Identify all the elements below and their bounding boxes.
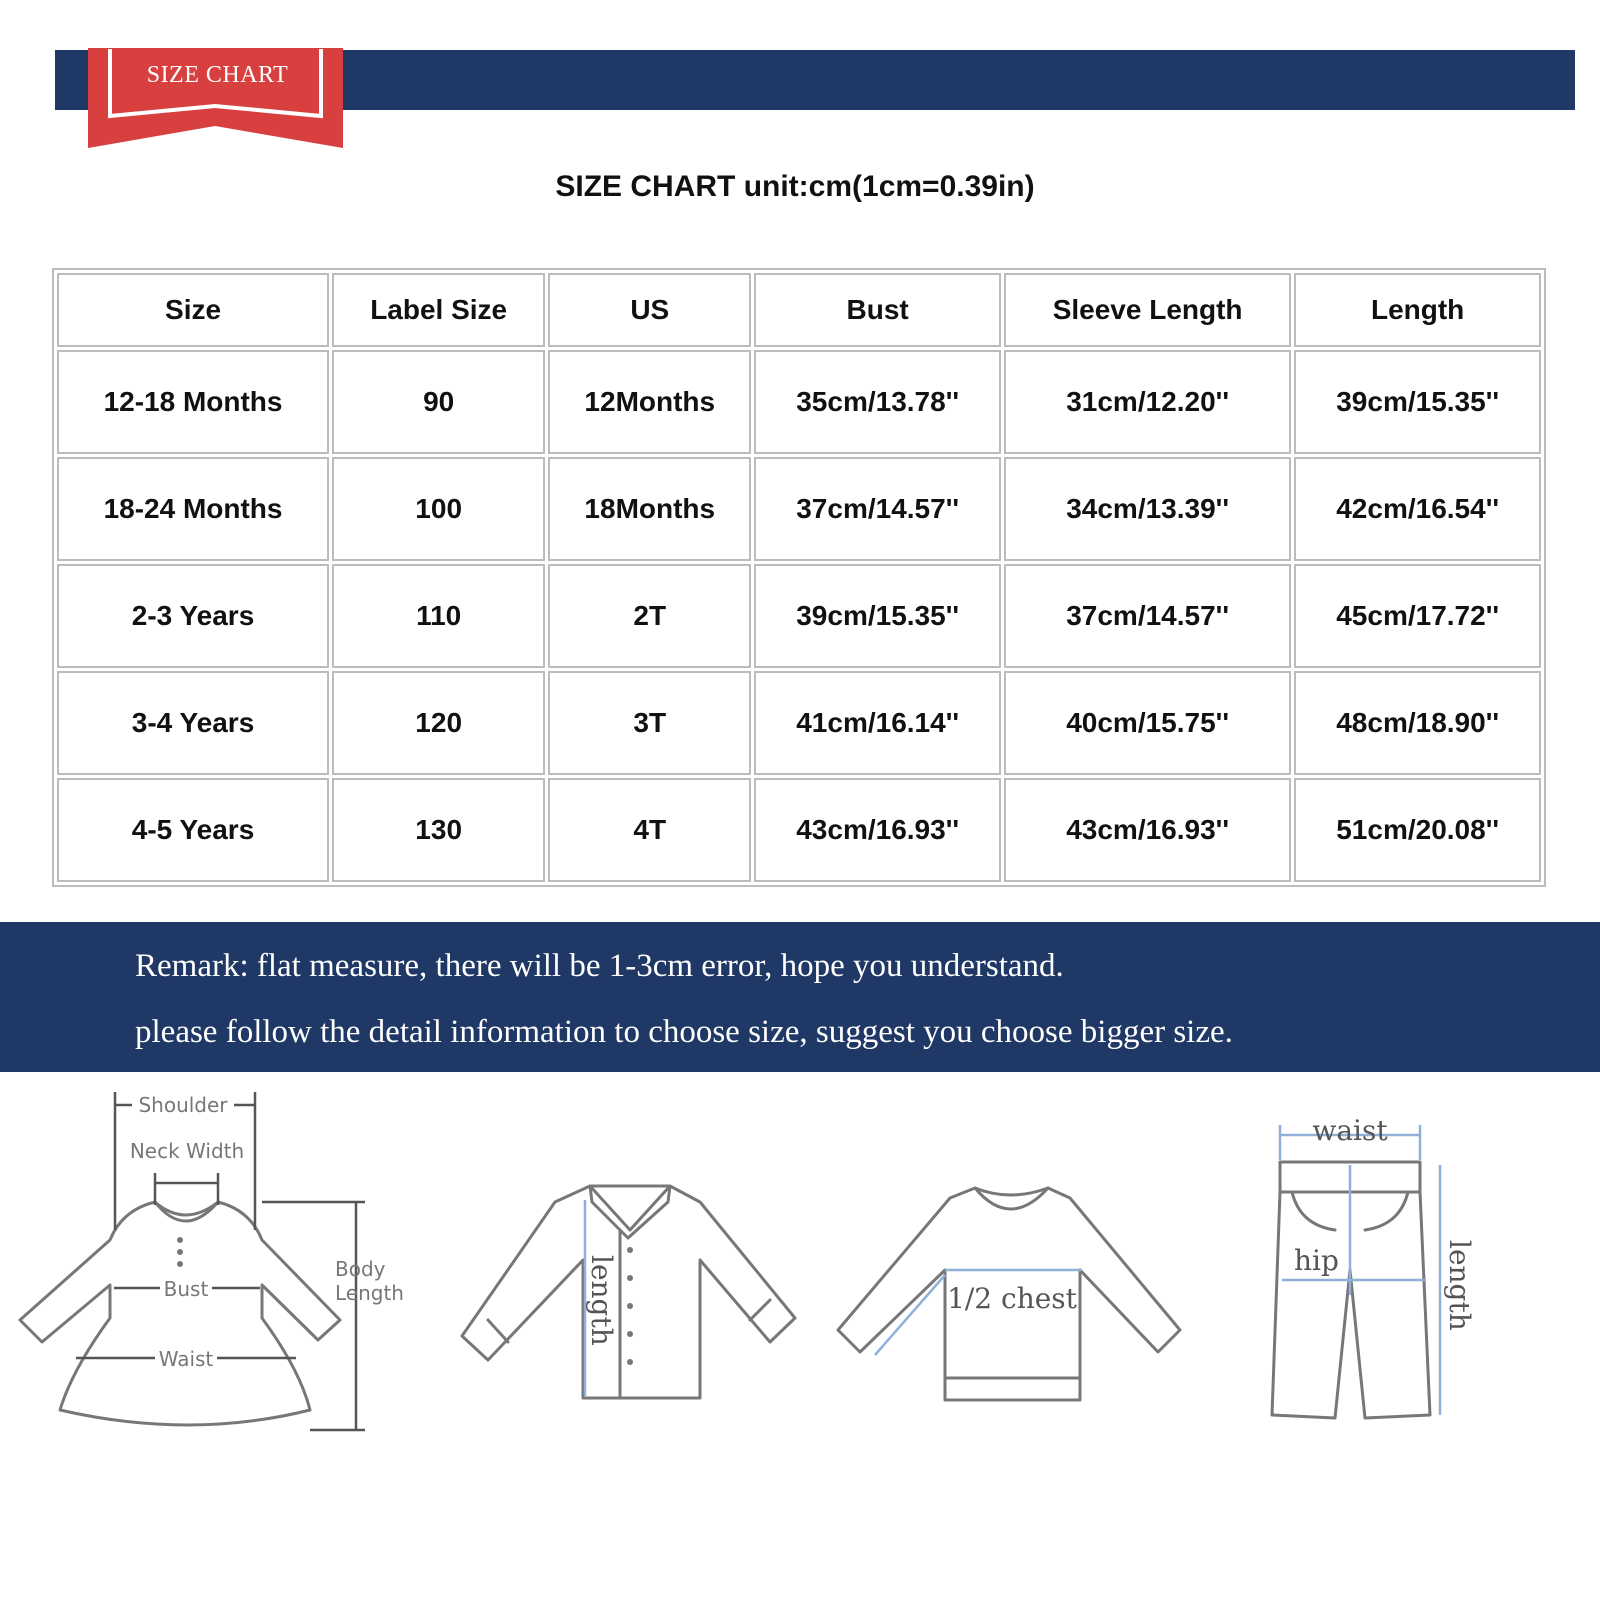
sweater-diagram — [838, 1188, 1180, 1400]
header-size: Size — [57, 273, 329, 347]
cell-us: 12Months — [548, 350, 751, 454]
ribbon-label: SIZE CHART — [146, 62, 289, 88]
cell-length: 39cm/15.35'' — [1294, 350, 1541, 454]
cell-us: 2T — [548, 564, 751, 668]
cell-sleeve-length: 37cm/14.57'' — [1004, 564, 1291, 668]
cell-label-size: 100 — [332, 457, 545, 561]
header-length: Length — [1294, 273, 1541, 347]
header-sleeve-length: Sleeve Length — [1004, 273, 1291, 347]
cell-bust: 43cm/16.93'' — [754, 778, 1001, 882]
header-label-size: Label Size — [332, 273, 545, 347]
dress-waist-label: Waist — [158, 1347, 214, 1371]
table-row — [57, 671, 1541, 775]
pants-diagram — [1272, 1114, 1476, 1418]
table-header-row — [57, 273, 1541, 347]
remark-line-2: please follow the detail information to choose size, suggest you choose bigger size. — [135, 1014, 1233, 1050]
shirt-diagram — [462, 1186, 795, 1398]
cell-size: 18-24 Months — [57, 457, 329, 561]
cell-sleeve-length: 34cm/13.39'' — [1004, 457, 1291, 561]
shirt-length-label: length — [585, 1255, 618, 1346]
pants-waist-label: waist — [1312, 1114, 1388, 1147]
header-us: US — [548, 273, 751, 347]
table-row — [57, 457, 1541, 561]
cell-bust: 37cm/14.57'' — [754, 457, 1001, 561]
dress-bust-label: Bust — [163, 1277, 209, 1301]
pants-length-label: length — [1443, 1240, 1476, 1331]
pants-hip-label: hip — [1294, 1244, 1339, 1277]
chart-subtitle: SIZE CHART unit:cm(1cm=0.39in) — [555, 170, 1035, 203]
sweater-chest-label: 1/2 chest — [947, 1282, 1077, 1315]
cell-size: 4-5 Years — [57, 778, 329, 882]
cell-label-size: 120 — [332, 671, 545, 775]
cell-label-size: 130 — [332, 778, 545, 882]
cell-us: 3T — [548, 671, 751, 775]
header-bust: Bust — [754, 273, 1001, 347]
cell-bust: 39cm/15.35'' — [754, 564, 1001, 668]
cell-length: 45cm/17.72'' — [1294, 564, 1541, 668]
cell-size: 2-3 Years — [57, 564, 329, 668]
cell-size: 12-18 Months — [57, 350, 329, 454]
cell-us: 18Months — [548, 457, 751, 561]
dress-body-length-label-1: Body — [335, 1257, 386, 1281]
dress-diagram — [20, 1092, 404, 1430]
cell-sleeve-length: 31cm/12.20'' — [1004, 350, 1291, 454]
dress-neck-width-label: Neck Width — [129, 1139, 245, 1163]
cell-bust: 41cm/16.14'' — [754, 671, 1001, 775]
dress-body-length-label-2: Length — [335, 1281, 404, 1305]
cell-size: 3-4 Years — [57, 671, 329, 775]
cell-bust: 35cm/13.78'' — [754, 350, 1001, 454]
cell-label-size: 110 — [332, 564, 545, 668]
size-table — [52, 268, 1546, 887]
cell-length: 51cm/20.08'' — [1294, 778, 1541, 882]
table-row — [57, 564, 1541, 668]
cell-length: 48cm/18.90'' — [1294, 671, 1541, 775]
cell-label-size: 90 — [332, 350, 545, 454]
table-row — [57, 350, 1541, 454]
dress-shoulder-label: Shoulder — [138, 1093, 228, 1117]
cell-us: 4T — [548, 778, 751, 882]
cell-sleeve-length: 40cm/15.75'' — [1004, 671, 1291, 775]
cell-sleeve-length: 43cm/16.93'' — [1004, 778, 1291, 882]
cell-length: 42cm/16.54'' — [1294, 457, 1541, 561]
measurement-diagrams — [0, 1080, 1600, 1460]
table-row — [57, 778, 1541, 882]
remark-line-1: Remark: flat measure, there will be 1-3cm error, hope you understand. — [135, 948, 1064, 984]
